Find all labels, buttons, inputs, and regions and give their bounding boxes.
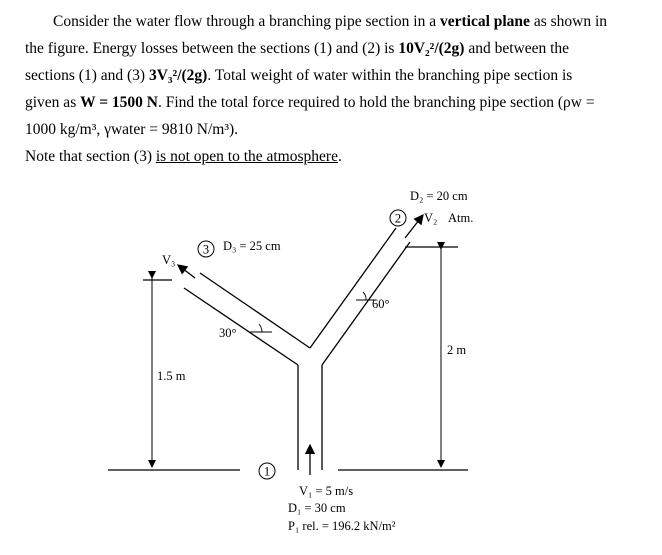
problem-line-4: given as W = 1500 N. Find the total force required to hold the branching pipe section (ρw =: [25, 94, 595, 111]
dimension-1-5m-label: 1.5 m: [157, 369, 186, 383]
section-1-label: 1: [263, 464, 271, 479]
pipe-2-right-wall: [322, 242, 410, 365]
d3-label: D₃ = 25 cm: [223, 239, 281, 253]
v2-label: V₂: [424, 211, 438, 225]
d2-label: D₂ = 20 cm: [410, 189, 468, 203]
angle-60-arc: [363, 292, 366, 300]
d1-label: D₁ = 30 cm: [288, 501, 346, 515]
problem-line-5: 1000 kg/m³, γwater = 9810 N/m³).: [25, 121, 239, 138]
section-2-label: 2: [394, 211, 402, 226]
pipe-2-left-wall: [310, 228, 396, 348]
angle-60-label: 60°: [372, 297, 390, 311]
section-3-label: 3: [202, 242, 210, 257]
pipe-walls: [184, 228, 410, 470]
p1-label: P₁ rel. = 196.2 kN/m²: [288, 519, 396, 533]
problem-statement: [25, 8, 633, 143]
branching-pipe-figure: [0, 170, 662, 555]
problem-line-1: Consider the water flow through a branching pipe section in a vertical plane as shown in: [53, 13, 608, 30]
atm-label: Atm.: [448, 211, 474, 225]
note-line: Note that section (3) is not open to the atmosphere.: [25, 148, 342, 165]
v3-flow-arrow: [178, 265, 195, 278]
angle-30-arc: [259, 324, 262, 332]
v3-label: V₃: [162, 253, 176, 267]
problem-line-3: sections (1) and (3) 3V₃²/(2g). Total weight of water within the branching pipe section is: [25, 67, 573, 84]
pipe-3-lower-wall: [184, 288, 298, 365]
v1-label: V₁ = 5 m/s: [299, 484, 354, 498]
dimension-2m-label: 2 m: [447, 343, 467, 357]
angle-30-label: 30°: [219, 326, 237, 340]
problem-line-2: the figure. Energy losses between the sections (1) and (2) is 10V₂²/(2g) and between the: [25, 40, 570, 57]
v2-flow-arrow: [405, 215, 423, 238]
